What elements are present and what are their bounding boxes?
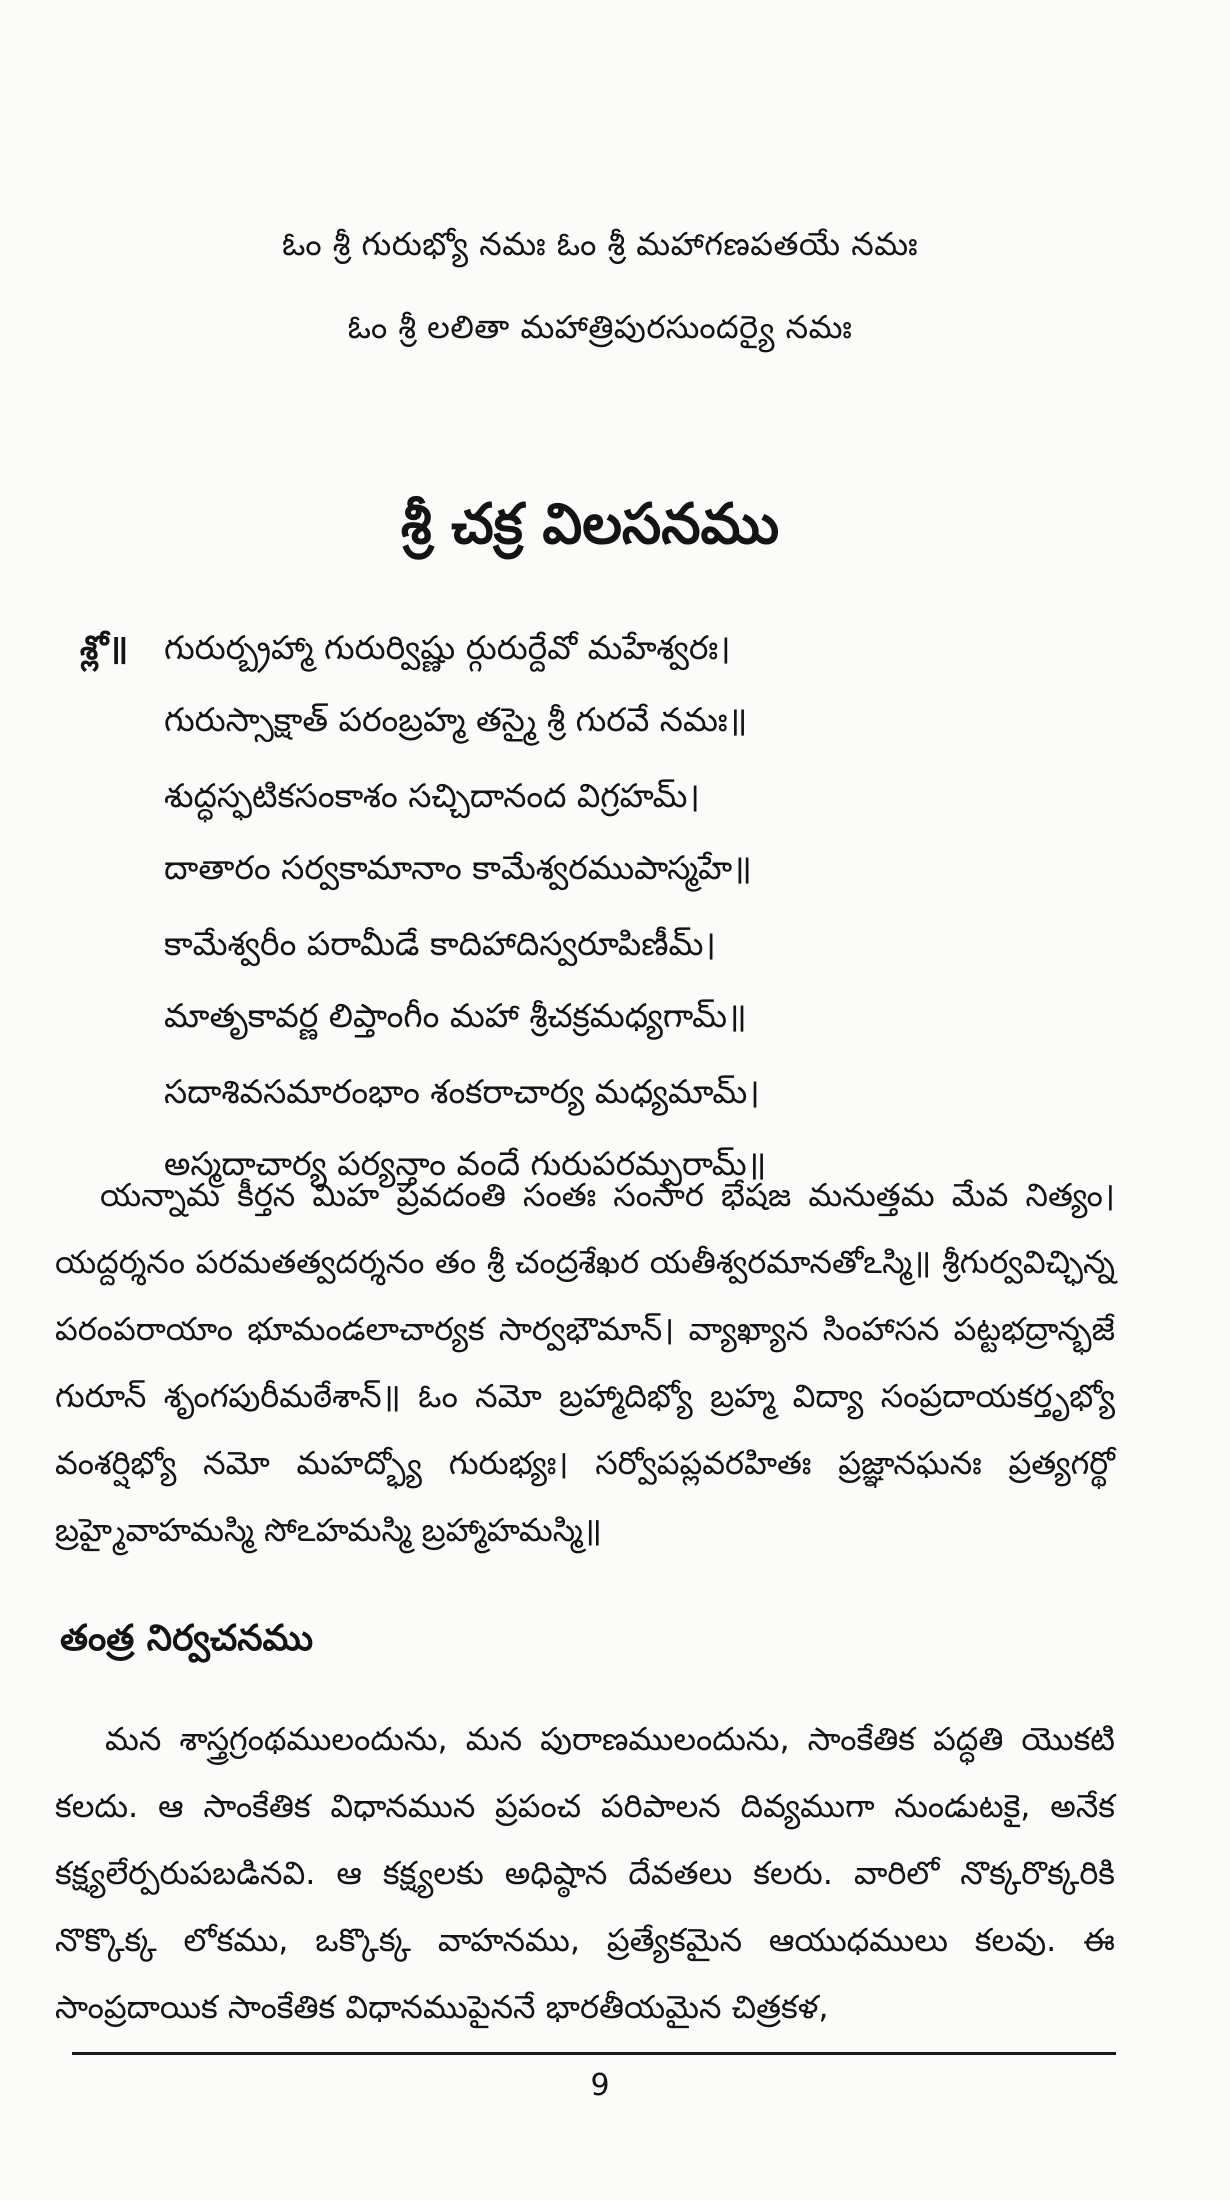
verse-text: గురుస్సాక్షాత్ పరంబ్రహ్మ తస్మై శ్రీ గురవే నమః॥ [164,700,748,739]
verse-block [80,612,1120,1200]
verse-text: సదాశివసమారంభాం శంకరాచార్య మధ్యమామ్। [164,1072,760,1111]
body-paragraph: మన శాస్త్రగ్రంథములందును, మన పురాణములందును, సాంకేతిక పద్ధతి యొకటి కలదు. ఆ సాంకేతిక విధానమున ప్రపంచ పరిపాలన దివ్యముగా నుండుటకై, అనేక కక్ష్యలేర్పరుపబడినవి. ఆ కక్ష్యలకు అధిష్ఠాన దేవతలు కలరు. వారిలో నొక్కరొక్కరికి నొక్కొక్క లోకము, ఒక్కొక్క వాహనము, ప్రత్యేకమైన ఆయుధములు కలవు. ఈ సాంప్రదాయిక సాంకేతిక విధానముపైననే భారతీయమైన చిత్రకళ, [55,1720,1115,2026]
verse-line [80,980,1120,1052]
verse-line [80,1056,1120,1128]
verse-text: కామేశ్వరీం పరామీడే కాదిహాదిస్వరూపిణీమ్। [164,924,716,963]
invocation-paragraph: యన్నామ కీర్తన మిహ ప్రవదంతి సంతః సంసార భేషజ మనుత్తమ మేవ నిత్యం। యద్దర్శనం పరమతత్వదర్శనం తం శ్రీ చంద్రశేఖర యతీశ్వరమానతోఽస్మి॥ శ్రీగుర్వవిచ్ఛిన్న పరంపరాయాం భూమండలాచార్యక సార్వభౌమాన్। వ్యాఖ్యాన సింహాసన పట్టభద్రాన్భజే గురూన్ శృంగపురీమఠేశాన్॥ ఓం నమో బ్రహ్మాదిభ్యో బ్రహ్మ విద్యా సంప్రదాయకర్తృభ్యో వంశర్షిభ్యో నమో మహద్భ్యో గురుభ్యః। సర్వోపప్లవరహితః ప్రజ్ఞానఘనః ప్రత్యగర్థో బ్రహ్మైవాహమస్మి సోఽహమస్మి బ్రహ్మాహమస్మి॥ [55,1176,1115,1549]
verse-text: శుద్ధస్ఫటికసంకాశం సచ్చిదానంద విగ్రహమ్। [164,776,700,815]
verse-marker: శ్లో॥ [80,628,129,667]
footer-rule [72,2052,1116,2055]
verse-line [80,612,1120,684]
chapter-title: శ్రీ చక్ర విలసనము [400,492,780,557]
page-number: 9 [590,2068,610,2103]
verse-text: మాతృకావర్ణ లిప్తాంగీం మహా శ్రీచక్రమధ్యగామ్॥ [164,996,747,1035]
verse-line [80,832,1120,904]
verse-line [80,760,1120,832]
verse-text: దాతారం సర్వకామానాం కామేశ్వరముపాస్మహే॥ [164,848,752,887]
invocation-line-2: ఓం శ్రీ లలితా మహాత్రిపురసుందర్యై నమః [347,308,853,346]
section-heading: తంత్ర నిర్వచనము [60,1618,314,1659]
verse-line [80,908,1120,980]
invocation-line-1: ఓం శ్రీ గురుభ్యో నమః ఓం శ్రీ మహాగణపతయే నమః [281,225,919,263]
verse-text: గురుర్బ్రహ్మా గురుర్విష్ణు ర్గురుర్దేవో మహేశ్వరః। [164,628,731,667]
verse-line [80,684,1120,756]
verse-text: అస్మదాచార్య పర్యన్తాం వందే గురుపరమ్పరామ్॥ [164,1144,767,1183]
